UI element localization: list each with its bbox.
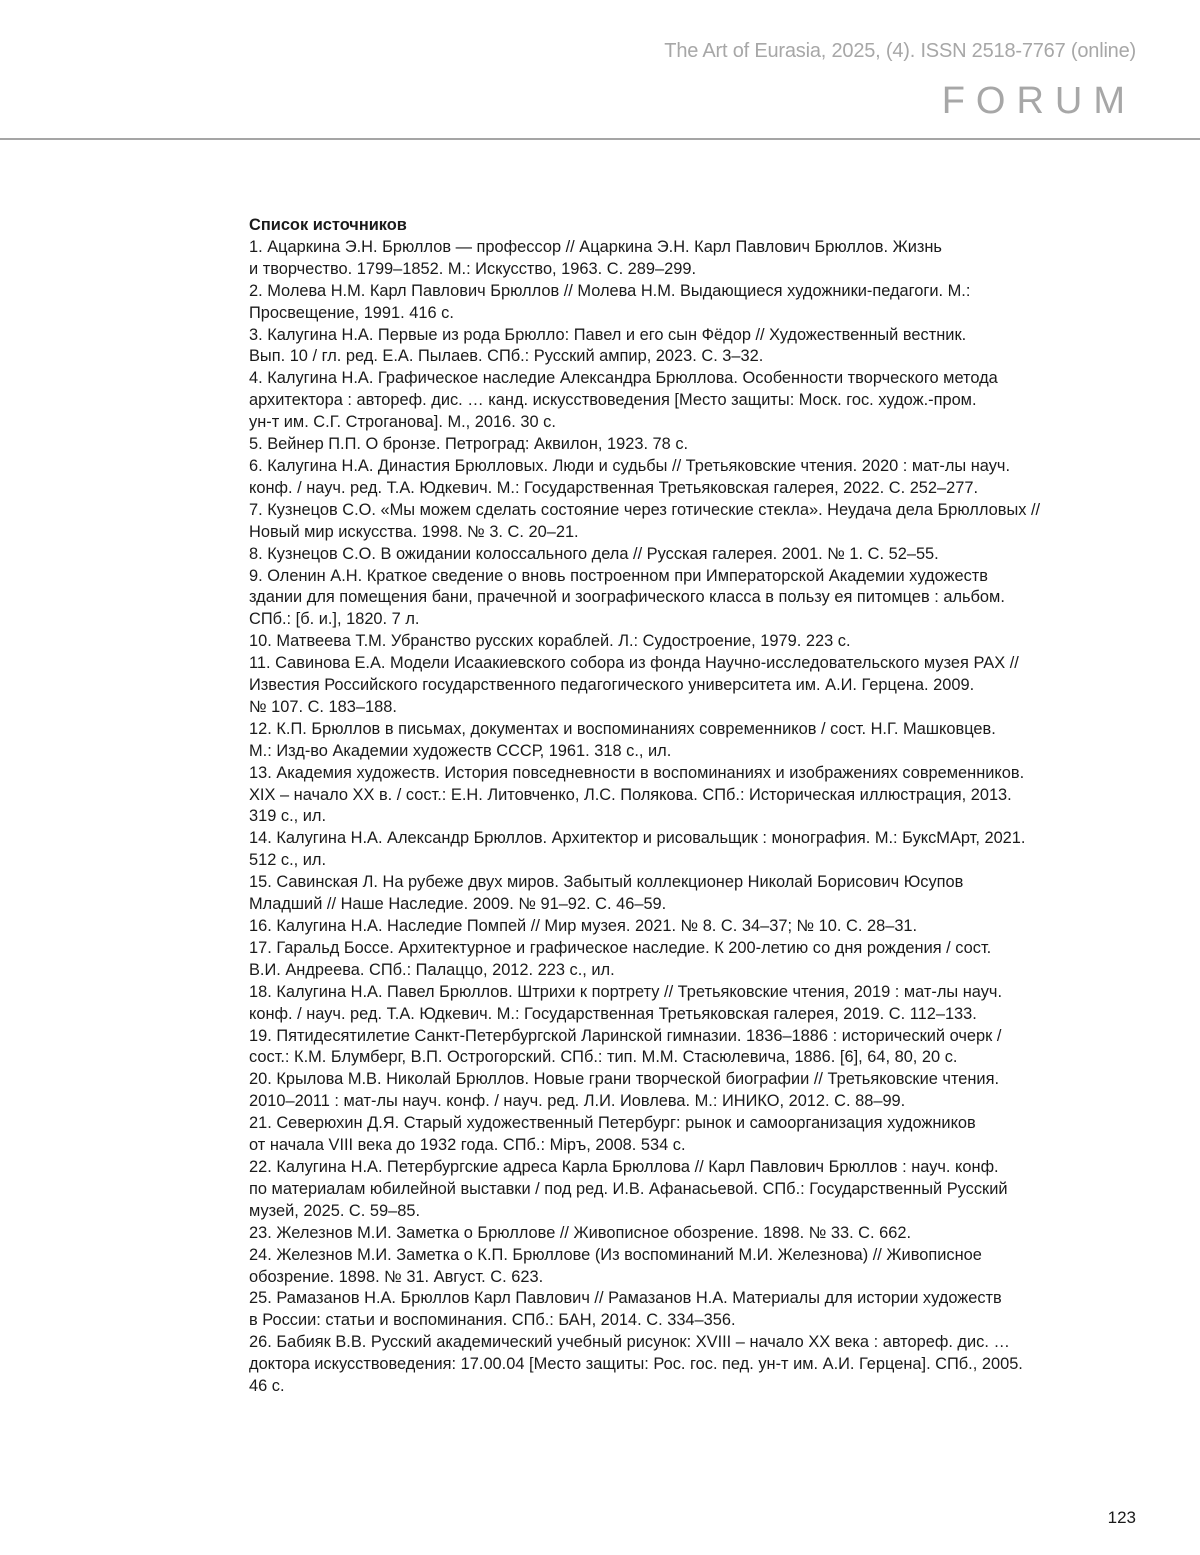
reference-item: 21. Северюхин Д.Я. Старый художественный Петербург: рынок и самоорганизация художников от начала VIII века до 1932 года. СПб.: Мiръ, 2008. 534 с.	[249, 1114, 976, 1155]
reference-item: 3. Калугина Н.А. Первые из рода Брюлло: Павел и его сын Фёдор // Художественный вестник. Вып. 10 / гл. ред. Е.А. Пылаев. СПб.: Русский ампир, 2023. С. 3–32.	[249, 325, 967, 366]
reference-item: 2. Молева Н.М. Карл Павлович Брюллов // Молева Н.М. Выдающиеся художники-педагоги. М.: Просвещение, 1991. 416 с.	[249, 281, 971, 322]
reference-item: 14. Калугина Н.А. Александр Брюллов. Архитектор и рисовальщик : монография. М.: БуксМАрт, 2021. 512 с., ил.	[249, 829, 1026, 870]
reference-item: 20. Крылова М.В. Николай Брюллов. Новые грани творческой биографии // Третьяковские чтения. 2010–2011 : мат-лы науч. конф. / науч. ред. Л.И. Иовлева. М.: ИНИКО, 2012. С. 88–99.	[249, 1070, 1000, 1111]
reference-item: 26. Бабияк В.В. Русский академический учебный рисунок: XVIII – начало XX века : автореф. дис. … доктора искусствоведения: 17.00.04 [Место защиты: Рос. гос. пед. ун-т им. А.И. Герцена]. СПб., 2005. 46 с.	[249, 1333, 1023, 1396]
reference-item: 25. Рамазанов Н.А. Брюллов Карл Павлович // Рамазанов Н.А. Материалы для истории художеств в России: статьи и воспоминания. СПб.: БАН, 2014. С. 334–356.	[249, 1289, 1002, 1330]
reference-item: 16. Калугина Н.А. Наследие Помпей // Мир музея. 2021. № 8. С. 34–37; № 10. С. 28–31.	[249, 917, 918, 935]
reference-item: 8. Кузнецов С.О. В ожидании колоссального дела // Русская галерея. 2001. № 1. С. 52–55.	[249, 544, 939, 563]
reference-item: 1. Ацаркина Э.Н. Брюллов — профессор // Ацаркина Э.Н. Карл Павлович Брюллов. Жизнь и творчество. 1799–1852. М.: Искусство, 1963. С. 289–299.	[249, 237, 942, 278]
reference-item: 6. Калугина Н.А. Династия Брюлловых. Люди и судьбы // Третьяковские чтения. 2020 : мат-лы науч. конф. / науч. ред. Т.А. Юдкевич. М.: Государственная Третьяковская галерея, 2022. С. 252–277.	[249, 456, 1011, 497]
reference-item: 5. Вейнер П.П. О бронзе. Петроград: Аквилон, 1923. 78 с.	[249, 435, 689, 454]
section-title: FORUM	[941, 80, 1136, 122]
reference-item: 7. Кузнецов С.О. «Мы можем сделать состояние через готические стекла». Неудача дела Брюлловых // Новый мир искусства. 1998. № 3. С. 20–21.	[249, 500, 1041, 541]
page-number: 123	[1107, 1508, 1136, 1527]
reference-item: 11. Савинова Е.А. Модели Исаакиевского собора из фонда Научно-исследовательского музея РАХ // Известия Российского государственного педагогического университета им. А.И. Герцена. 2009. № 107. С. 183–188.	[249, 654, 1019, 716]
reference-item: 12. К.П. Брюллов в письмах, документах и воспоминаниях современников / сост. Н.Г. Машковцев. М.: Изд-во Академии художеств СССР, 1961. 318 с., ил.	[249, 719, 996, 760]
reference-item: 23. Железнов М.И. Заметка о Брюллове // Живописное обозрение. 1898. № 33. С. 662.	[249, 1223, 912, 1242]
reference-list	[249, 215, 1159, 1398]
reference-list-title: Список источников	[249, 216, 407, 234]
journal-citation: The Art of Eurasia, 2025, (4). ISSN 2518-7767 (online)	[664, 40, 1136, 62]
reference-item: 9. Оленин А.Н. Краткое сведение о вновь построенном при Императорской Академии художеств здании для помещения бани, прачечной и зоографического класса в пользу ея питомцев : альбом. СПб.: [б. и.], 1820. 7 л.	[249, 566, 1005, 629]
header-divider	[0, 138, 1200, 140]
reference-item: 4. Калугина Н.А. Графическое наследие Александра Брюллова. Особенности творческого метода архитектора : автореф. дис. … канд. искусствоведения [Место защиты: Моск. гос. худож.-пром. ун-т им. С.Г. Строганова]. М., 2016. 30 с.	[249, 369, 998, 432]
reference-item: 22. Калугина Н.А. Петербургские адреса Карла Брюллова // Карл Павлович Брюллов : науч. конф. по материалам юбилейной выставки / под ред. И.В. Афанасьевой. СПб.: Государственный Русский музей, 2025. С. 59–85.	[249, 1157, 1008, 1220]
reference-item: 10. Матвеева Т.М. Убранство русских кораблей. Л.: Судостроение, 1979. 223 с.	[249, 632, 851, 651]
reference-item: 24. Железнов М.И. Заметка о К.П. Брюллове (Из воспоминаний М.И. Железнова) // Живописное обозрение. 1898. № 31. Август. С. 623.	[249, 1245, 982, 1286]
reference-item: 13. Академия художеств. История повседневности в воспоминаниях и изображениях современников. XIX – начало XX в. / сост.: Е.Н. Литовченко, Л.С. Полякова. СПб.: Историческая иллюстрация, 2013. 319 с., ил.	[249, 763, 1025, 826]
reference-item: 15. Савинская Л. На рубеже двух миров. Забытый коллекционер Николай Борисович Юсупов Младший // Наше Наследие. 2009. № 91–92. С. 46–59.	[249, 873, 964, 914]
reference-item: 19. Пятидесятилетие Санкт-Петербургской Ларинской гимназии. 1836–1886 : исторический очерк / сост.: К.М. Блумберг, В.П. Острогорский. СПб.: тип. М.М. Стасюлевича, 1886. [6], 64, 80, 20 с.	[249, 1026, 1002, 1067]
reference-item: 17. Гаральд Боссе. Архитектурное и графическое наследие. К 200-летию со дня рождения / сост. В.И. Андреева. СПб.: Палаццо, 2012. 223 с., ил.	[249, 938, 992, 979]
reference-item: 18. Калугина Н.А. Павел Брюллов. Штрихи к портрету // Третьяковские чтения, 2019 : мат-лы науч. конф. / науч. ред. Т.А. Юдкевич. М.: Государственная Третьяковская галерея, 2019. С. 112–133.	[249, 982, 1003, 1023]
